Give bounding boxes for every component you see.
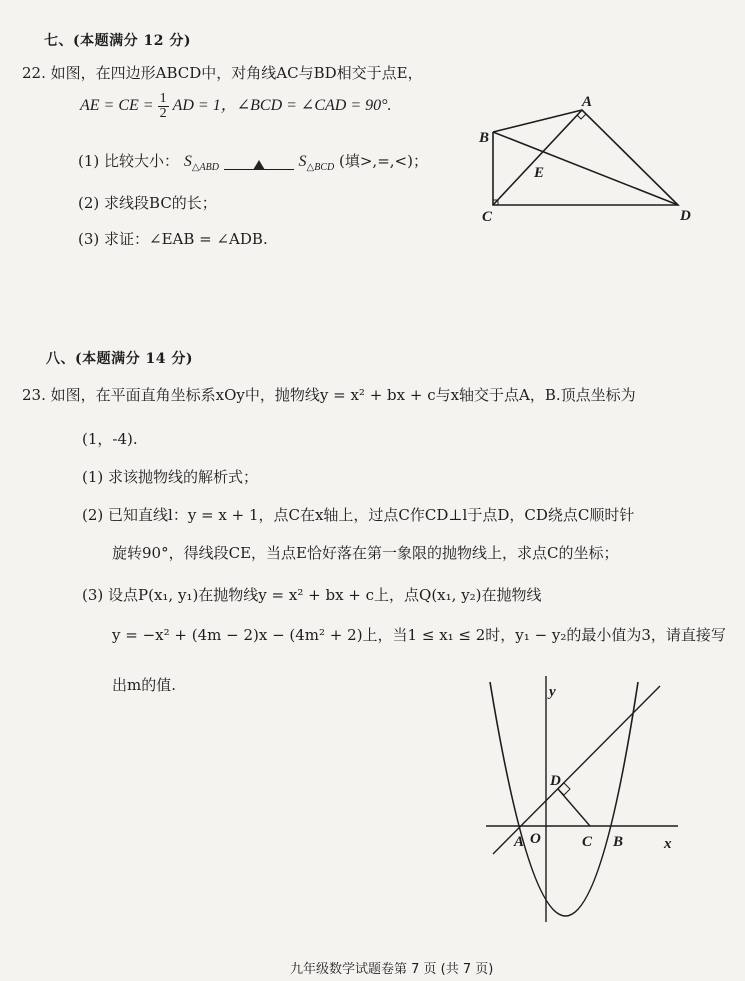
q22-part1-answer-blank (224, 155, 294, 170)
fig23-label-a: A (514, 834, 525, 850)
fig23-label-d: D (550, 773, 561, 789)
fig23-label-c: C (582, 834, 593, 850)
section-7-heading: 七、(本题满分 12 分) (44, 33, 191, 49)
q23-parabola-figure (480, 672, 680, 924)
fig23-label-x: x (664, 836, 672, 852)
q22-number: 22. (22, 64, 46, 82)
page-footer: 九年级数学试题卷第 7 页 (共 7 页) (290, 962, 494, 977)
q23-part3-line2: y = −x² + (4m − 2)x − (4m² + 2)上，当1 ≤ x₁ ≤ 2时，y₁ − y₂的最小值为3，请直接写 (112, 626, 726, 644)
q23-part2-line1: (2) 已知直线l：y = x + 1，点C在x轴上，过点C作CD⊥l于点D，CD绕点C顺时针 (82, 506, 635, 524)
q22-part1 (78, 150, 428, 173)
q22-part1-s1: $S_{\triangle ABD}$ (183, 153, 219, 174)
q23-part2-line2: 旋转90°，得线段CE，当点E恰好落在第一象限的抛物线上，求点C的坐标； (112, 544, 619, 562)
q22-stem-line (22, 62, 423, 83)
q22-quadrilateral-figure (470, 92, 710, 227)
q22-part1-s2: $S_{\triangle BCD}$ (298, 153, 335, 174)
q23-number: 23. (22, 386, 46, 404)
q23-part3-line3: 出m的值. (112, 676, 176, 694)
q22-given-prefix: AE = CE = (80, 97, 154, 115)
fig23-label-y: y (549, 684, 556, 700)
section-8-heading: 八、(本题满分 14 分) (46, 351, 193, 367)
frac-denominator: 2 (159, 106, 167, 121)
q22-given-suffix: AD = 1，∠BCD = ∠CAD = 90°. (172, 97, 392, 115)
q23-part1: (1) 求该抛物线的解析式； (82, 468, 259, 486)
triangle-marker-icon (253, 160, 265, 170)
q22-part2: (2) 求线段BC的长； (78, 194, 217, 212)
q22-given (80, 92, 392, 121)
fig22-label-d: D (680, 208, 691, 224)
q22-part3: (3) 求证：∠EAB = ∠ADB. (78, 230, 268, 248)
fig22-label-e: E (534, 165, 545, 181)
q22-part1-prefix: (1) 比较大小： (78, 152, 180, 170)
fig22-label-c: C (482, 209, 493, 225)
q22-given-fraction (158, 92, 169, 121)
fig23-label-o: O (530, 831, 541, 847)
q23-stem-line (22, 384, 636, 405)
q22-stem: 如图，在四边形ABCD中，对角线AC与BD相交于点E， (50, 64, 423, 82)
fig22-label-a: A (582, 94, 593, 110)
q23-stem: 如图，在平面直角坐标系xOy中，抛物线y = x² + bx + c与x轴交于点A，B.顶点坐标为 (50, 386, 636, 404)
fig23-label-b: B (613, 834, 624, 850)
q22-part1-hint: (填>,=,<)； (339, 152, 428, 170)
fig22-label-b: B (479, 130, 490, 146)
q23-vertex: (1，-4). (82, 430, 138, 448)
frac-numerator: 1 (159, 91, 167, 106)
q23-part3-line1: (3) 设点P(x₁, y₁)在抛物线y = x² + bx + c上，点Q(x₁, y₂)在抛物线 (82, 586, 542, 604)
